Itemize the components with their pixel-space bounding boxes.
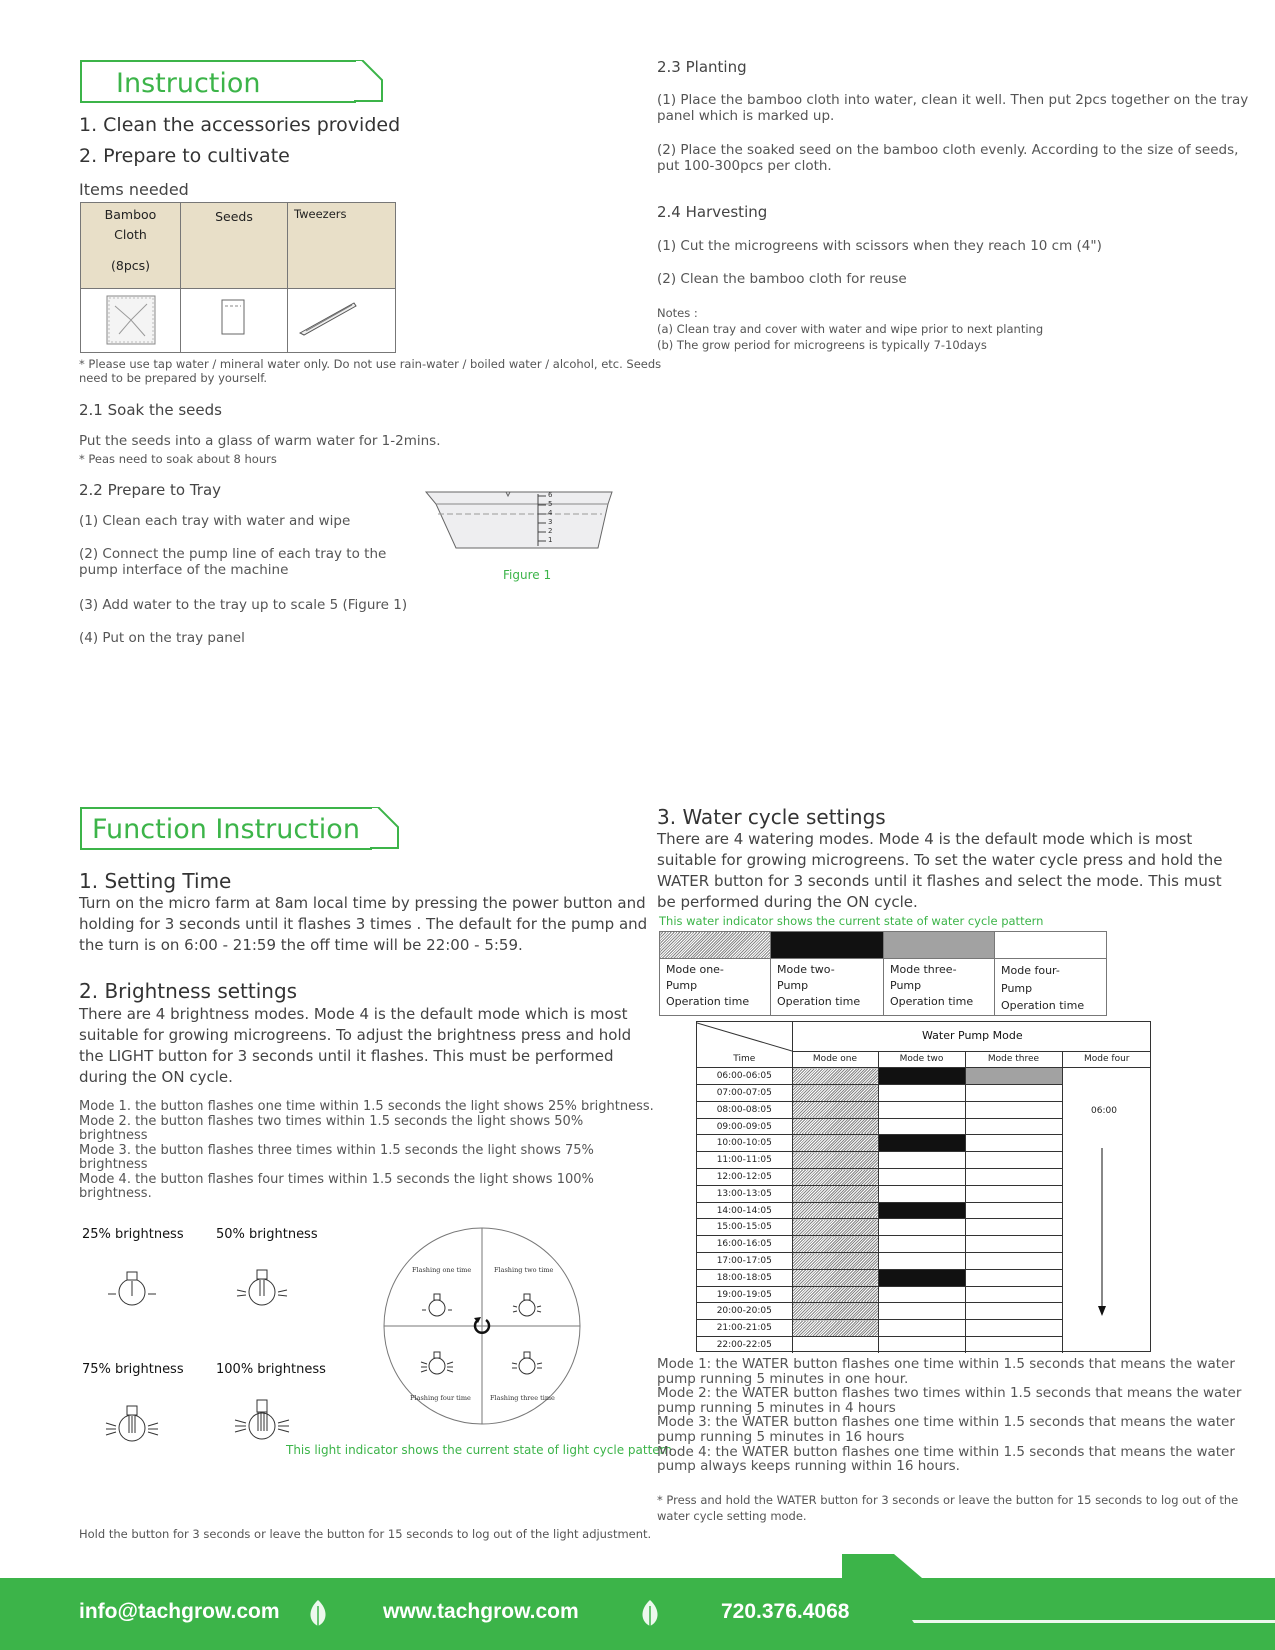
mode-one-cell: [792, 1101, 878, 1118]
instruction-title: Instruction: [116, 68, 261, 99]
mode-one-cell: [792, 1253, 878, 1270]
mode-two-cell: [878, 1135, 965, 1152]
water-indicator-caption: This water indicator shows the current state of water cycle pattern: [659, 914, 1044, 928]
schedule-row: [697, 1236, 1151, 1253]
water-pump-schedule: [696, 1021, 1151, 1352]
time-cell: 12:00-12:05: [697, 1169, 792, 1186]
mode-one-cell: [792, 1286, 878, 1303]
schedule-row: [697, 1068, 1151, 1085]
mode-three-cell: [965, 1219, 1062, 1236]
mode-one-cell: [792, 1202, 878, 1219]
bulb-100-icon: [232, 1396, 292, 1446]
col-mode-three: Mode three: [965, 1051, 1062, 1068]
planting-title: 2.3 Planting: [657, 58, 747, 76]
setting-time-text: Turn on the micro farm at 8am local time by pressing the power button and holding for 3 seconds until it flashes 3 times . The default for the pump and the turn is on 6:00 - 21:59 the off time will be 22:00 - 5:59.: [79, 894, 648, 954]
time-cell: 13:00-13:05: [697, 1185, 792, 1202]
brightness-text: There are 4 brightness modes. Mode 4 is the default mode which is most suitable for growing microgreens. To adjust the brightness press and hold the LIGHT button for 3 seconds until it flashes. This must be performed during the ON cycle.: [79, 1005, 632, 1086]
tray-step-3: (3) Add water to the tray up to scale 5 (Figure 1): [79, 597, 408, 613]
col-mode-one: Mode one: [792, 1051, 878, 1068]
scale-5: 5: [548, 500, 553, 508]
mode-one-cell: [792, 1337, 878, 1354]
schedule-row: [697, 1286, 1151, 1303]
schedule-table: [697, 1051, 1151, 1353]
time-cell: 20:00-20:05: [697, 1303, 792, 1320]
brightness-25-label: 25% brightness: [82, 1227, 184, 1242]
mode-one-cell: [792, 1303, 878, 1320]
col-mode-two: Mode two: [878, 1051, 965, 1068]
mode-one-cell: [792, 1135, 878, 1152]
time-cell: 16:00-16:05: [697, 1236, 792, 1253]
light-footnote: Hold the button for 3 seconds or leave the button for 15 seconds to log out of the light adjustment.: [79, 1527, 652, 1541]
tray-step-4: (4) Put on the tray panel: [79, 630, 245, 646]
mode-two-cell: [878, 1337, 965, 1354]
time-cell: 17:00-17:05: [697, 1253, 792, 1270]
seeds-packet-image: [181, 289, 288, 353]
legend-mode-two: Mode two- Pump Operation time: [771, 959, 884, 1016]
flash-four-label: Flashing four time: [410, 1394, 471, 1402]
flash-three-label: Flashing three time: [490, 1394, 555, 1402]
mode-two-cell: [878, 1101, 965, 1118]
mode-two-cell: [878, 1303, 965, 1320]
mode-three-cell: [965, 1320, 1062, 1337]
mode-four-cell: [1062, 1320, 1151, 1337]
legend-swatch-mode-three: [884, 932, 995, 959]
time-cell: 14:00-14:05: [697, 1202, 792, 1219]
mode-three-cell: [965, 1169, 1062, 1186]
time-cell: 10:00-10:05: [697, 1135, 792, 1152]
mode-one-cell: [792, 1068, 878, 1085]
brightness-modes: Mode 1. the button flashes one time within 1.5 seconds the light shows 25% brightness. Mode 2. the button flashes two times within 1.5 seconds the light shows 50% brightness Mode 3. the button flashes three times within 1.5 seconds the light shows 75% brightness Mode 4. the button flashes four times within 1.5 seconds the light shows 100% brightness.: [79, 1099, 654, 1201]
schedule-row: [697, 1320, 1151, 1337]
schedule-title: Water Pump Mode: [922, 1029, 1023, 1042]
banner-corner: [354, 60, 384, 103]
flash-two-label: Flashing two time: [494, 1266, 554, 1274]
function-title: Function Instruction: [92, 814, 360, 845]
brightness-100-label: 100% brightness: [216, 1362, 326, 1377]
water-note: * Please use tap water / mineral water only. Do not use rain-water / boiled water / alcohol, etc. Seeds need to be prepared by yourself.: [79, 357, 662, 385]
mode-one-cell: [792, 1118, 878, 1135]
mode-one-cell: [792, 1219, 878, 1236]
mode-two-cell: [878, 1152, 965, 1169]
mode-four-down-arrow: [1097, 1148, 1107, 1318]
tray-step-2: (2) Connect the pump line of each tray to the pump interface of the machine: [79, 546, 387, 578]
schedule-row: [697, 1135, 1151, 1152]
schedule-row: [697, 1185, 1151, 1202]
mode-four-cell: [1062, 1118, 1151, 1135]
item-seeds: Seeds: [181, 203, 288, 289]
items-needed-label: Items needed: [79, 180, 189, 199]
mode-three-cell: [965, 1286, 1062, 1303]
item-bamboo-cloth: Bamboo Cloth (8pcs): [81, 203, 181, 289]
time-cell: 19:00-19:05: [697, 1286, 792, 1303]
mode-four-cell: [1062, 1085, 1151, 1102]
leaf-icon: [637, 1598, 663, 1628]
tray-step-1: (1) Clean each tray with water and wipe: [79, 513, 351, 529]
water-text: There are 4 watering modes. Mode 4 is the default mode which is most suitable for growing microgreens. To set the water cycle press and hold the WATER button for 3 seconds until it flashes and select the mode. This must be performed during the ON cycle.: [657, 830, 1223, 911]
soak-note: * Peas need to soak about 8 hours: [79, 452, 277, 466]
scale-6: 6: [548, 491, 553, 499]
mode-three-cell: [965, 1085, 1062, 1102]
tray-title: 2.2 Prepare to Tray: [79, 481, 222, 499]
time-cell: 11:00-11:05: [697, 1152, 792, 1169]
schedule-row: [697, 1337, 1151, 1354]
water-mode-descriptions: Mode 1: the WATER button flashes one time within 1.5 seconds that means the water pump running 5 minutes in one hour. Mode 2: the WATER button flashes two times within 1.5 seconds that means the water pump running 5 minutes in 4 hours Mode 3: the WATER button flashes one time within 1.5 seconds that means the water pump running 5 minutes in 16 hours Mode 4: the WATER button flashes one time within 1.5 seconds that means the water pump always keeps running within 16 hours.: [657, 1356, 1242, 1475]
mode-two-cell: [878, 1085, 965, 1102]
legend-swatch-mode-four: [995, 932, 1107, 959]
time-cell: 18:00-18:05: [697, 1269, 792, 1286]
item-tweezers: Tweezers: [288, 203, 396, 289]
time-cell: 06:00-06:05: [697, 1068, 792, 1085]
mode-one-cell: [792, 1085, 878, 1102]
bulb-75-icon: [102, 1400, 162, 1450]
mode-one-cell: [792, 1269, 878, 1286]
mode-three-cell: [965, 1337, 1062, 1354]
tweezers-image: [288, 289, 396, 353]
footer-website[interactable]: www.tachgrow.com: [383, 1600, 579, 1623]
time-cell: 07:00-07:05: [697, 1085, 792, 1102]
light-indicator-caption: This light indicator shows the current state of light cycle pattern: [286, 1443, 672, 1457]
leaf-icon: [305, 1598, 331, 1628]
mode-two-cell: [878, 1185, 965, 1202]
scale-3: 3: [548, 518, 553, 526]
mode-one-cell: [792, 1320, 878, 1337]
legend-mode-one: Mode one- Pump Operation time: [660, 959, 771, 1016]
harvesting-title: 2.4 Harvesting: [657, 203, 768, 221]
mode-three-cell: [965, 1236, 1062, 1253]
time-cell: 09:00-09:05: [697, 1118, 792, 1135]
schedule-row: [697, 1101, 1151, 1118]
mode-four-cell: [1062, 1337, 1151, 1354]
bulb-50-icon: [232, 1264, 292, 1314]
col-time: Time: [697, 1051, 792, 1068]
mode-two-cell: [878, 1286, 965, 1303]
brightness-75-label: 75% brightness: [82, 1362, 184, 1377]
mode-three-cell: [965, 1135, 1062, 1152]
mode-four-cell: [1062, 1068, 1151, 1085]
soak-text: Put the seeds into a glass of warm water for 1-2mins.: [79, 433, 441, 449]
mode-one-cell: [792, 1236, 878, 1253]
mode-two-cell: [878, 1253, 965, 1270]
legend-mode-three: Mode three- Pump Operation time: [884, 959, 995, 1016]
harvesting-step-1: (1) Cut the microgreens with scissors when they reach 10 cm (4"): [657, 238, 1102, 254]
soak-title: 2.1 Soak the seeds: [79, 401, 222, 419]
mode-three-cell: [965, 1202, 1062, 1219]
footer-email[interactable]: info@tachgrow.com: [79, 1600, 280, 1623]
legend-swatch-mode-two: [771, 932, 884, 959]
time-cell: 15:00-15:05: [697, 1219, 792, 1236]
mode-three-cell: [965, 1253, 1062, 1270]
brightness-title: 2. Brightness settings: [79, 979, 298, 1003]
schedule-row: [697, 1118, 1151, 1135]
flash-one-label: Flashing one time: [412, 1266, 472, 1274]
water-footnote: * Press and hold the WATER button for 3 seconds or leave the button for 15 seconds to log out of the water cycle setting mode.: [657, 1493, 1239, 1523]
mode-two-cell: [878, 1068, 965, 1085]
schedule-row: [697, 1085, 1151, 1102]
bulb-25-icon: [102, 1264, 162, 1314]
planting-step-2: (2) Place the soaked seed on the bamboo cloth evenly. According to the size of seeds, put 100-300pcs per cloth.: [657, 142, 1239, 174]
schedule-row: [697, 1253, 1151, 1270]
time-cell: 21:00-21:05: [697, 1320, 792, 1337]
flashing-circle-diagram: [382, 1226, 582, 1426]
planting-step-1: (1) Place the bamboo cloth into water, clean it well. Then put 2pcs together on the tray panel which is marked up.: [657, 92, 1249, 124]
mode-four-start-time: 06:00: [1091, 1106, 1117, 1116]
figure-1-caption: Figure 1: [503, 568, 552, 582]
mode-three-cell: [965, 1101, 1062, 1118]
tray-figure: [424, 486, 614, 566]
time-cell: 08:00-08:05: [697, 1101, 792, 1118]
scale-1: 1: [548, 536, 553, 544]
schedule-row: [697, 1219, 1151, 1236]
legend-mode-four: Mode four- Pump Operation time: [995, 959, 1107, 1016]
schedule-row: [697, 1303, 1151, 1320]
mode-three-cell: [965, 1152, 1062, 1169]
scale-2: 2: [548, 527, 553, 535]
mode-one-cell: [792, 1152, 878, 1169]
mode-three-cell: [965, 1118, 1062, 1135]
step-2-heading: 2. Prepare to cultivate: [79, 145, 290, 167]
mode-one-cell: [792, 1185, 878, 1202]
mode-one-cell: [792, 1169, 878, 1186]
scale-4: 4: [548, 509, 553, 517]
banner-corner: [370, 807, 400, 850]
setting-time-title: 1. Setting Time: [79, 869, 232, 893]
mode-two-cell: [878, 1202, 965, 1219]
schedule-row: [697, 1169, 1151, 1186]
legend-swatch-mode-one: [660, 932, 771, 959]
items-table: [80, 202, 396, 353]
water-mode-legend: [659, 931, 1107, 1016]
footer-bar: [0, 1578, 1275, 1650]
mode-two-cell: [878, 1169, 965, 1186]
mode-three-cell: [965, 1303, 1062, 1320]
mode-two-cell: [878, 1118, 965, 1135]
bamboo-cloth-image: [81, 289, 181, 353]
footer-phone[interactable]: 720.376.4068: [721, 1600, 850, 1623]
schedule-row: [697, 1269, 1151, 1286]
harvesting-step-2: (2) Clean the bamboo cloth for reuse: [657, 271, 907, 287]
mode-three-cell: [965, 1269, 1062, 1286]
harvesting-notes: Notes : (a) Clean tray and cover with water and wipe prior to next planting (b) The grow period for microgreens is typically 7-10days: [657, 306, 1044, 352]
mode-two-cell: [878, 1269, 965, 1286]
mode-two-cell: [878, 1219, 965, 1236]
water-title: 3. Water cycle settings: [657, 805, 886, 829]
mode-three-cell: [965, 1068, 1062, 1085]
col-mode-four: Mode four: [1062, 1051, 1151, 1068]
mode-two-cell: [878, 1236, 965, 1253]
time-cell: 22:00-22:05: [697, 1337, 792, 1354]
function-banner: [80, 807, 372, 850]
step-1-heading: 1. Clean the accessories provided: [79, 114, 401, 136]
instruction-banner: [80, 60, 356, 103]
brightness-50-label: 50% brightness: [216, 1227, 318, 1242]
schedule-row: [697, 1202, 1151, 1219]
schedule-row: [697, 1152, 1151, 1169]
mode-three-cell: [965, 1185, 1062, 1202]
mode-two-cell: [878, 1320, 965, 1337]
